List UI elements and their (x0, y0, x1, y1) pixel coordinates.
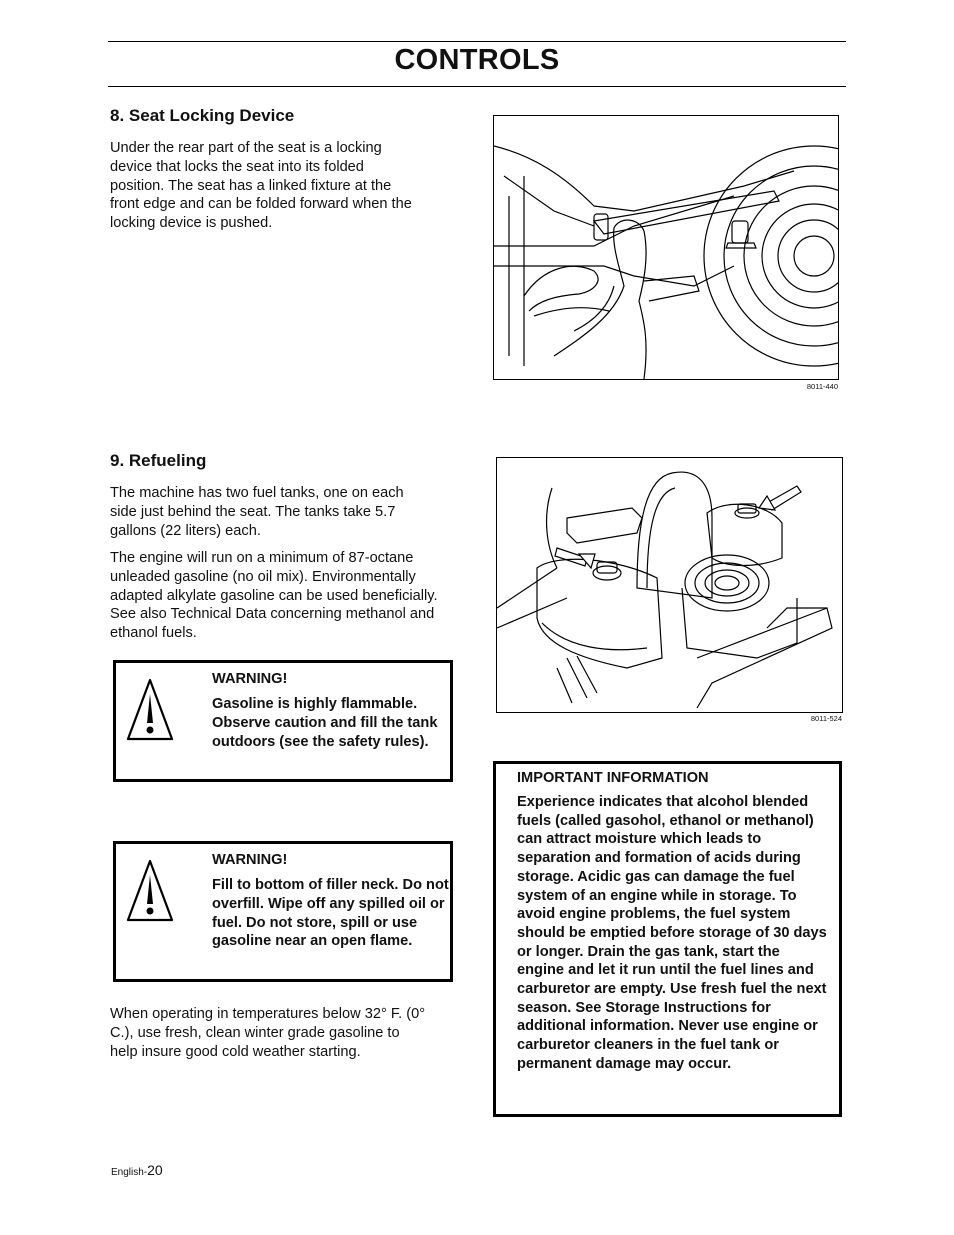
warning-box-overfill (113, 841, 453, 982)
warning-title: WARNING! (212, 671, 288, 687)
refueling-heading: 9. Refueling (110, 451, 207, 470)
header-bottom-rule (108, 86, 846, 87)
important-information-box (493, 761, 842, 1117)
fuel-tank-illustration (496, 457, 843, 713)
footer-language: English- (111, 1167, 148, 1178)
important-title: IMPORTANT INFORMATION (517, 770, 709, 786)
seat-locking-text: Under the rear part of the seat is a locking device that locks the seat into its folded position. The seat has a linked fixture at the front edge and can be folded forward when the locking device is pushed. (110, 140, 412, 232)
warning-text: Gasoline is highly flammable. Observe caution and fill the tank outdoors (see the safety rules). (212, 696, 438, 750)
page-title: CONTROLS (394, 44, 560, 76)
refueling-text-octane: The engine will run on a minimum of 87-octane unleaded gasoline (no oil mix). Environmentally adapted alkylate gasoline can be used beneficially. See also Technical Data concerning methanol and ethanol fuels. (110, 550, 438, 642)
page-footer (111, 1162, 163, 1178)
seat-lock-illustration (493, 115, 839, 380)
fuel-tank-figure-code: 8011-524 (810, 714, 842, 723)
seat-locking-heading: 8. Seat Locking Device (110, 106, 295, 125)
header-top-rule (108, 41, 846, 42)
warning-text: Fill to bottom of filler neck. Do not overfill. Wipe off any spilled oil or fuel. Do not store, spill or use gasoline near an open flame. (212, 877, 449, 950)
exclamation-triangle-icon (126, 677, 174, 743)
warning-title: WARNING! (212, 852, 288, 868)
seat-lock-figure-code: 8011-440 (806, 382, 838, 391)
refueling-text-tanks: The machine has two fuel tanks, one on each side just behind the seat. The tanks take 5.7 gallons (22 liters) each. (110, 485, 404, 539)
exclamation-triangle-icon (126, 858, 174, 924)
page-number: 20 (147, 1162, 163, 1178)
important-text: Experience indicates that alcohol blended fuels (called gasohol, ethanol or methanol) can attract moisture which leads to separation and formation of acids during storage. Acidic gas can damage the fuel system of an engine while in storage. To avoid engine problems, the fuel system should be emptied before storage of 30 days or longer. Drain the gas tank, start the engine and let it run until the fuel lines and carburetor are empty. Use fresh fuel the next season. See Storage Instructions for additional information. Never use engine or carburetor cleaners in the fuel tank or permanent damage may occur. (517, 794, 827, 1072)
cold-weather-text: When operating in temperatures below 32° F. (0° C.), use fresh, clean winter grade gasoline to help insure good cold weather starting. (110, 1006, 426, 1060)
warning-box-flammable (113, 660, 453, 782)
